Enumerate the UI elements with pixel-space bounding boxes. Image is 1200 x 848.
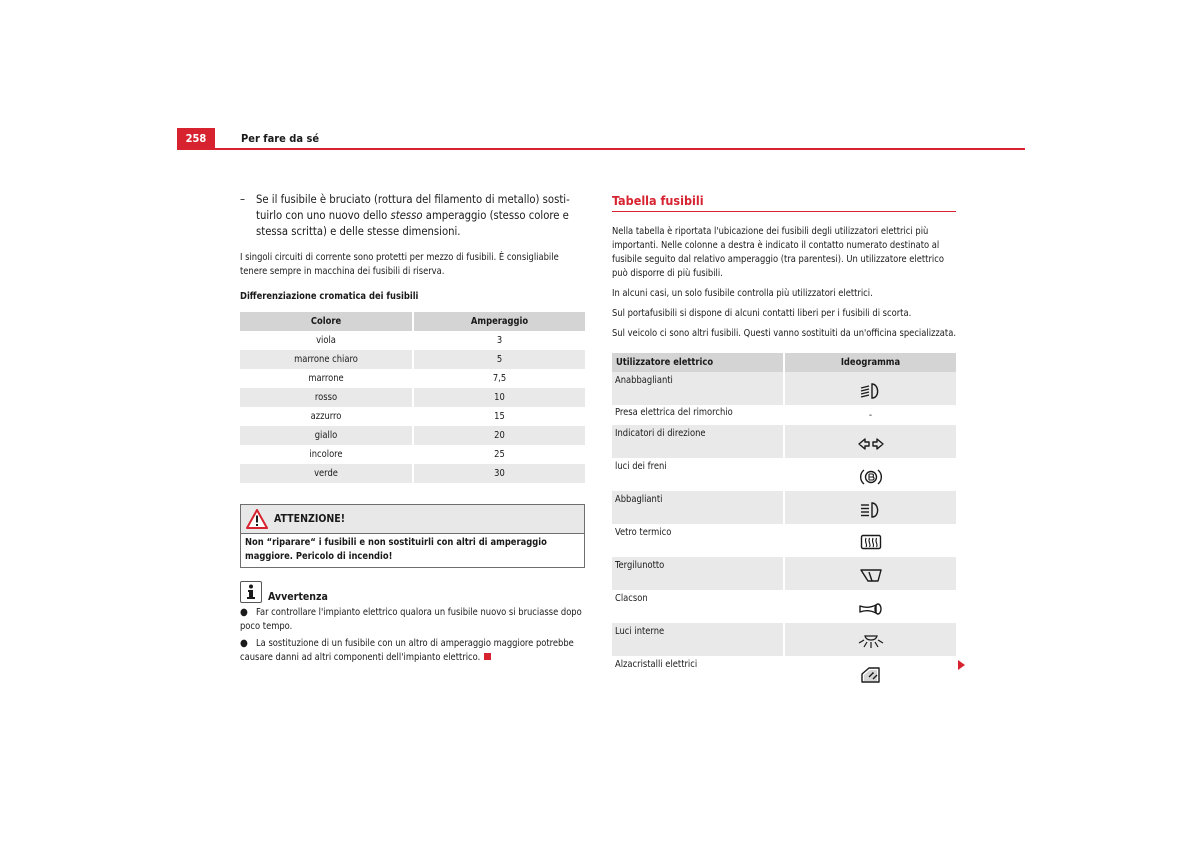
intro-paragraph: Nella tabella è riportata l'ubicazione dei fusibili degli utilizzatori elettrici più importanti. Nelle colonne a destra è indicato il contatto numerato destinato al fusibile seguito dal relativo amperaggio (tra parentesi). Un utilizzatore elettrico può disporre di più fusibili. bbox=[612, 226, 944, 279]
next-page-arrow-icon bbox=[958, 660, 965, 670]
fuse-color: rosso bbox=[240, 388, 413, 407]
consumer-label: Alzacristalli elettrici bbox=[612, 656, 784, 689]
consumer-label: Anabbaglianti bbox=[612, 372, 784, 405]
info-icon bbox=[240, 581, 262, 603]
table-row bbox=[612, 405, 956, 425]
table-row bbox=[240, 331, 585, 350]
column-header-consumer: Utilizzatore elettrico bbox=[612, 353, 784, 372]
table-row bbox=[240, 445, 585, 464]
replace-fuse-instruction bbox=[240, 192, 585, 240]
brake-light-icon bbox=[859, 468, 883, 486]
intro-paragraph: Sul veicolo ci sono altri fusibili. Questi vanno sostituiti da un'officina specializzata. bbox=[612, 328, 956, 339]
fuse-color: marrone chiaro bbox=[240, 350, 413, 369]
turn-signal-icon bbox=[858, 436, 884, 452]
warning-title: ATTENZIONE! bbox=[274, 513, 346, 525]
table-row bbox=[612, 656, 956, 689]
fuse-amperage: 7,5 bbox=[413, 369, 585, 388]
bullet-icon: ● bbox=[240, 607, 248, 618]
fuse-amperage: 10 bbox=[413, 388, 585, 407]
note-title: Avvertenza bbox=[268, 591, 328, 603]
no-ideogram: - bbox=[784, 405, 956, 425]
fuse-color: giallo bbox=[240, 426, 413, 445]
note-header bbox=[240, 581, 585, 603]
fuse-color: incolore bbox=[240, 445, 413, 464]
color-table-caption: Differenziazione cromatica dei fusibili bbox=[240, 291, 419, 302]
column-header-ideogram: Ideogramma bbox=[784, 353, 956, 372]
consumer-label: Vetro termico bbox=[612, 524, 784, 557]
note-bullet bbox=[240, 637, 585, 665]
rear-wiper-icon bbox=[859, 567, 883, 585]
intro-paragraph: Sul portafusibili si dispone di alcuni contatti liberi per i fusibili di scorta. bbox=[612, 308, 912, 319]
horn-icon bbox=[858, 601, 884, 617]
high-beam-icon bbox=[859, 501, 883, 519]
fuse-amperage: 5 bbox=[413, 350, 585, 369]
table-row bbox=[612, 372, 956, 405]
fuse-table bbox=[612, 353, 956, 689]
fuse-amperage: 25 bbox=[413, 445, 585, 464]
table-row bbox=[240, 464, 585, 483]
instruction-text-end: amperaggio (stesso colore e stessa scritta) e delle stesse dimensioni. bbox=[256, 209, 569, 238]
table-row bbox=[612, 458, 956, 491]
table-header-row bbox=[240, 312, 585, 331]
fuse-amperage: 15 bbox=[413, 407, 585, 426]
table-row bbox=[240, 350, 585, 369]
consumer-label: luci dei freni bbox=[612, 458, 784, 491]
table-row bbox=[612, 590, 956, 623]
consumer-label: Presa elettrica del rimorchio bbox=[612, 405, 784, 425]
warning-triangle-icon bbox=[246, 509, 268, 529]
left-column bbox=[240, 192, 585, 665]
low-beam-icon bbox=[859, 382, 883, 400]
right-column bbox=[612, 192, 956, 689]
header-rule bbox=[177, 148, 1025, 150]
rear-defrost-icon bbox=[860, 534, 882, 552]
fuse-color: viola bbox=[240, 331, 413, 350]
warning-text: Non “riparare“ i fusibili e non sostituirli con altri di amperaggio maggiore. Pericolo di incendio! bbox=[245, 537, 547, 562]
circuits-paragraph: I singoli circuiti di corrente sono protetti per mezzo di fusibili. È consigliabile tenere sempre in macchina dei fusibili di riserva. bbox=[240, 252, 559, 277]
fuse-amperage: 30 bbox=[413, 464, 585, 483]
table-row bbox=[240, 369, 585, 388]
consumer-label: Indicatori di direzione bbox=[612, 425, 784, 458]
fuse-color-table bbox=[240, 312, 585, 483]
intro-paragraph: In alcuni casi, un solo fusibile controlla più utilizzatori elettrici. bbox=[612, 288, 873, 299]
consumer-label: Luci interne bbox=[612, 623, 784, 656]
table-row bbox=[612, 524, 956, 557]
page-header-title: Per fare da sé bbox=[241, 132, 320, 145]
table-header-row bbox=[612, 353, 956, 372]
section-end-icon bbox=[484, 653, 491, 660]
note-bullet-text: La sostituzione di un fusibile con un altro di amperaggio maggiore potrebbe causare danni ad altri componenti dell'impianto elettrico. bbox=[240, 638, 574, 663]
note-bullet bbox=[240, 606, 585, 634]
power-window-icon bbox=[860, 666, 882, 684]
fuse-color: azzurro bbox=[240, 407, 413, 426]
consumer-label: Abbaglianti bbox=[612, 491, 784, 524]
warning-header bbox=[241, 505, 584, 534]
table-row bbox=[612, 557, 956, 590]
page-number: 258 bbox=[177, 128, 215, 149]
instruction-text-start: Se il fusibile è bruciato (rottura del filamento di metallo) sostituirlo con uno nuovo dello bbox=[256, 193, 570, 222]
table-row bbox=[240, 407, 585, 426]
table-row bbox=[612, 491, 956, 524]
column-header-color: Colore bbox=[240, 312, 413, 331]
interior-light-icon bbox=[858, 634, 884, 650]
table-row bbox=[240, 426, 585, 445]
fuse-amperage: 20 bbox=[413, 426, 585, 445]
warning-box bbox=[240, 504, 585, 568]
bullet-icon: ● bbox=[240, 638, 248, 649]
table-row bbox=[240, 388, 585, 407]
table-row bbox=[612, 623, 956, 656]
fuse-amperage: 3 bbox=[413, 331, 585, 350]
column-header-amperage: Amperaggio bbox=[413, 312, 585, 331]
fuse-color: verde bbox=[240, 464, 413, 483]
section-title: Tabella fusibili bbox=[612, 193, 704, 208]
consumer-label: Tergilunotto bbox=[612, 557, 784, 590]
instruction-emphasis: stesso bbox=[390, 209, 423, 222]
fuse-color: marrone bbox=[240, 369, 413, 388]
table-row bbox=[612, 425, 956, 458]
note-bullet-text: Far controllare l'impianto elettrico qualora un fusibile nuovo si bruciasse dopo poco tempo. bbox=[240, 607, 582, 632]
consumer-label: Clacson bbox=[612, 590, 784, 623]
section-rule bbox=[612, 211, 956, 212]
